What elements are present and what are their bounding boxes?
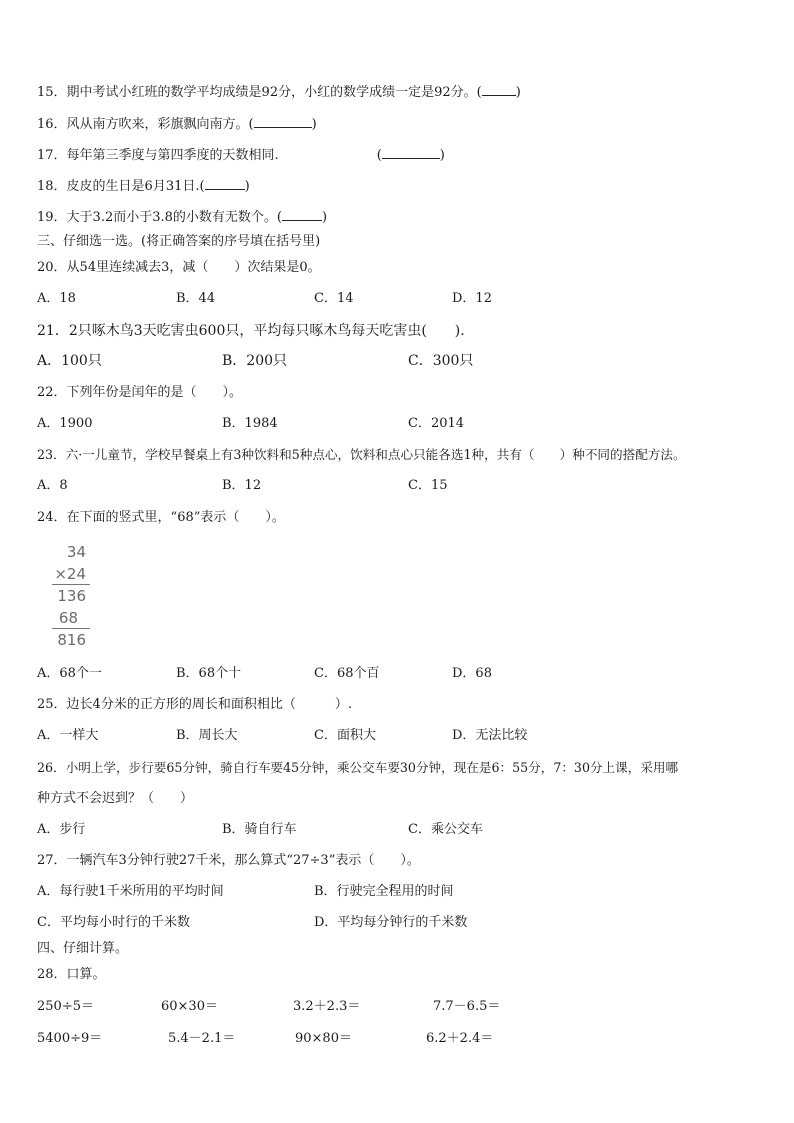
question-23-text: 23．六·一儿童节，学校早餐桌上有3种饮料和5种点心，饮料和点心只能各选1种，共有（ ）种不同的搭配方法。 [37, 447, 686, 462]
answer-blank-15[interactable] [482, 82, 516, 96]
option-25-b[interactable]: B．周长大 [176, 728, 238, 743]
option-21-b[interactable]: B．200只 [222, 353, 288, 369]
option-27-d[interactable]: D．平均每分钟行的千米数 [314, 915, 468, 930]
section-3-heading: 三、仔细选一选。(将正确答案的序号填在括号里) [37, 234, 321, 249]
question-17-text: 17．每年第三季度与第四季度的天数相同. [37, 148, 279, 163]
question-15: 15．期中考试小红班的数学平均成绩是92分，小红的数学成绩一定是92分。( ) [37, 82, 521, 102]
option-23-c[interactable]: C．15 [408, 478, 448, 493]
oral-calc-8: 6.2＋2.4＝ [426, 1031, 494, 1046]
option-24-c[interactable]: C．68个百 [314, 666, 380, 681]
question-16-text: 16．风从南方吹来，彩旗飘向南方。( [37, 117, 254, 132]
option-26-a[interactable]: A．步行 [37, 822, 86, 837]
oral-calc-7: 90×80＝ [295, 1031, 352, 1046]
multiplicand: 34 [66, 543, 86, 561]
option-22-a[interactable]: A．1900 [37, 416, 93, 431]
oral-calc-2: 60×30＝ [161, 999, 218, 1014]
option-24-b[interactable]: B．68个十 [176, 666, 242, 681]
option-25-c[interactable]: C．面积大 [314, 728, 376, 743]
oral-calc-6: 5.4－2.1＝ [168, 1031, 236, 1046]
option-26-c[interactable]: C．乘公交车 [408, 822, 483, 837]
option-22-b[interactable]: B．1984 [222, 416, 278, 431]
oral-calc-3: 3.2＋2.3＝ [293, 999, 361, 1014]
partial-product-1: 136 [57, 587, 86, 605]
option-27-b[interactable]: B．行驶完全程用的时间 [314, 884, 454, 899]
option-20-b[interactable]: B．44 [176, 291, 216, 306]
option-27-c[interactable]: C．平均每小时行的千米数 [37, 915, 190, 930]
question-20-text: 20．从54里连续减去3，减（ ）次结果是0。 [37, 260, 321, 275]
answer-blank-18[interactable] [205, 176, 245, 190]
answer-blank-17[interactable] [382, 145, 440, 159]
question-19-text: 19．大于3.2而小于3.8的小数有无数个。( [37, 210, 282, 225]
question-24-text: 24．在下面的竖式里，“68”表示（ ）。 [37, 510, 285, 525]
question-27-text: 27．一辆汽车3分钟行驶27千米，那么算式“27÷3”表示（ ）。 [37, 853, 420, 868]
option-25-d[interactable]: D．无法比较 [452, 728, 528, 743]
question-28-text: 28．口算。 [37, 967, 106, 982]
option-25-a[interactable]: A．一样大 [37, 728, 99, 743]
question-19: 19．大于3.2而小于3.8的小数有无数个。( ) [37, 207, 327, 227]
option-21-c[interactable]: C．300只 [408, 353, 474, 369]
question-26-text-line1: 26．小明上学，步行要65分钟，骑自行车要45分钟，乘公交车要30分钟，现在是6：55分，7：30分上课，采用哪 [37, 760, 679, 775]
option-24-a[interactable]: A．68个一 [37, 666, 102, 681]
oral-calc-1: 250÷5＝ [37, 999, 94, 1014]
question-25-text: 25．边长4分米的正方形的周长和面积相比（ ）. [37, 697, 352, 712]
option-22-c[interactable]: C．2014 [408, 416, 465, 431]
option-20-c[interactable]: C．14 [314, 291, 354, 306]
option-20-d[interactable]: D．12 [452, 291, 492, 306]
question-17: 17．每年第三季度与第四季度的天数相同. ( ) [37, 145, 445, 165]
option-21-a[interactable]: A．100只 [37, 353, 102, 369]
question-16: 16．风从南方吹来，彩旗飘向南方。( ) [37, 114, 317, 134]
question-22-text: 22．下列年份是闰年的是（ ）。 [37, 385, 243, 400]
question-18-text: 18．皮皮的生日是6月31日.( [37, 179, 205, 194]
oral-calc-4: 7.7－6.5＝ [433, 999, 501, 1014]
partial-product-2: 68 [58, 609, 78, 627]
oral-calc-5: 5400÷9＝ [37, 1031, 103, 1046]
option-24-d[interactable]: D．68 [452, 666, 492, 681]
option-23-b[interactable]: B．12 [222, 478, 262, 493]
option-20-a[interactable]: A．18 [37, 291, 76, 306]
question-21-text: 21．2只啄木鸟3天吃害虫600只，平均每只啄木鸟每天吃害虫( ). [37, 323, 465, 339]
question-18: 18．皮皮的生日是6月31日.( ) [37, 176, 250, 196]
option-27-a[interactable]: A．每行驶1千米所用的平均时间 [37, 884, 224, 899]
question-26-text-line2: 种方式不会迟到？（ ） [37, 791, 194, 806]
question-15-text: 15．期中考试小红班的数学平均成绩是92分，小红的数学成绩一定是92分。( [37, 85, 482, 100]
answer-blank-19[interactable] [282, 207, 322, 221]
option-23-a[interactable]: A．8 [37, 478, 68, 493]
multiplier: ×24 [54, 565, 86, 583]
final-product: 816 [57, 631, 86, 649]
vertical-multiplication [52, 541, 108, 651]
option-26-b[interactable]: B．骑自行车 [222, 822, 297, 837]
answer-blank-16[interactable] [254, 114, 312, 128]
section-4-heading: 四、仔细计算。 [37, 941, 129, 956]
